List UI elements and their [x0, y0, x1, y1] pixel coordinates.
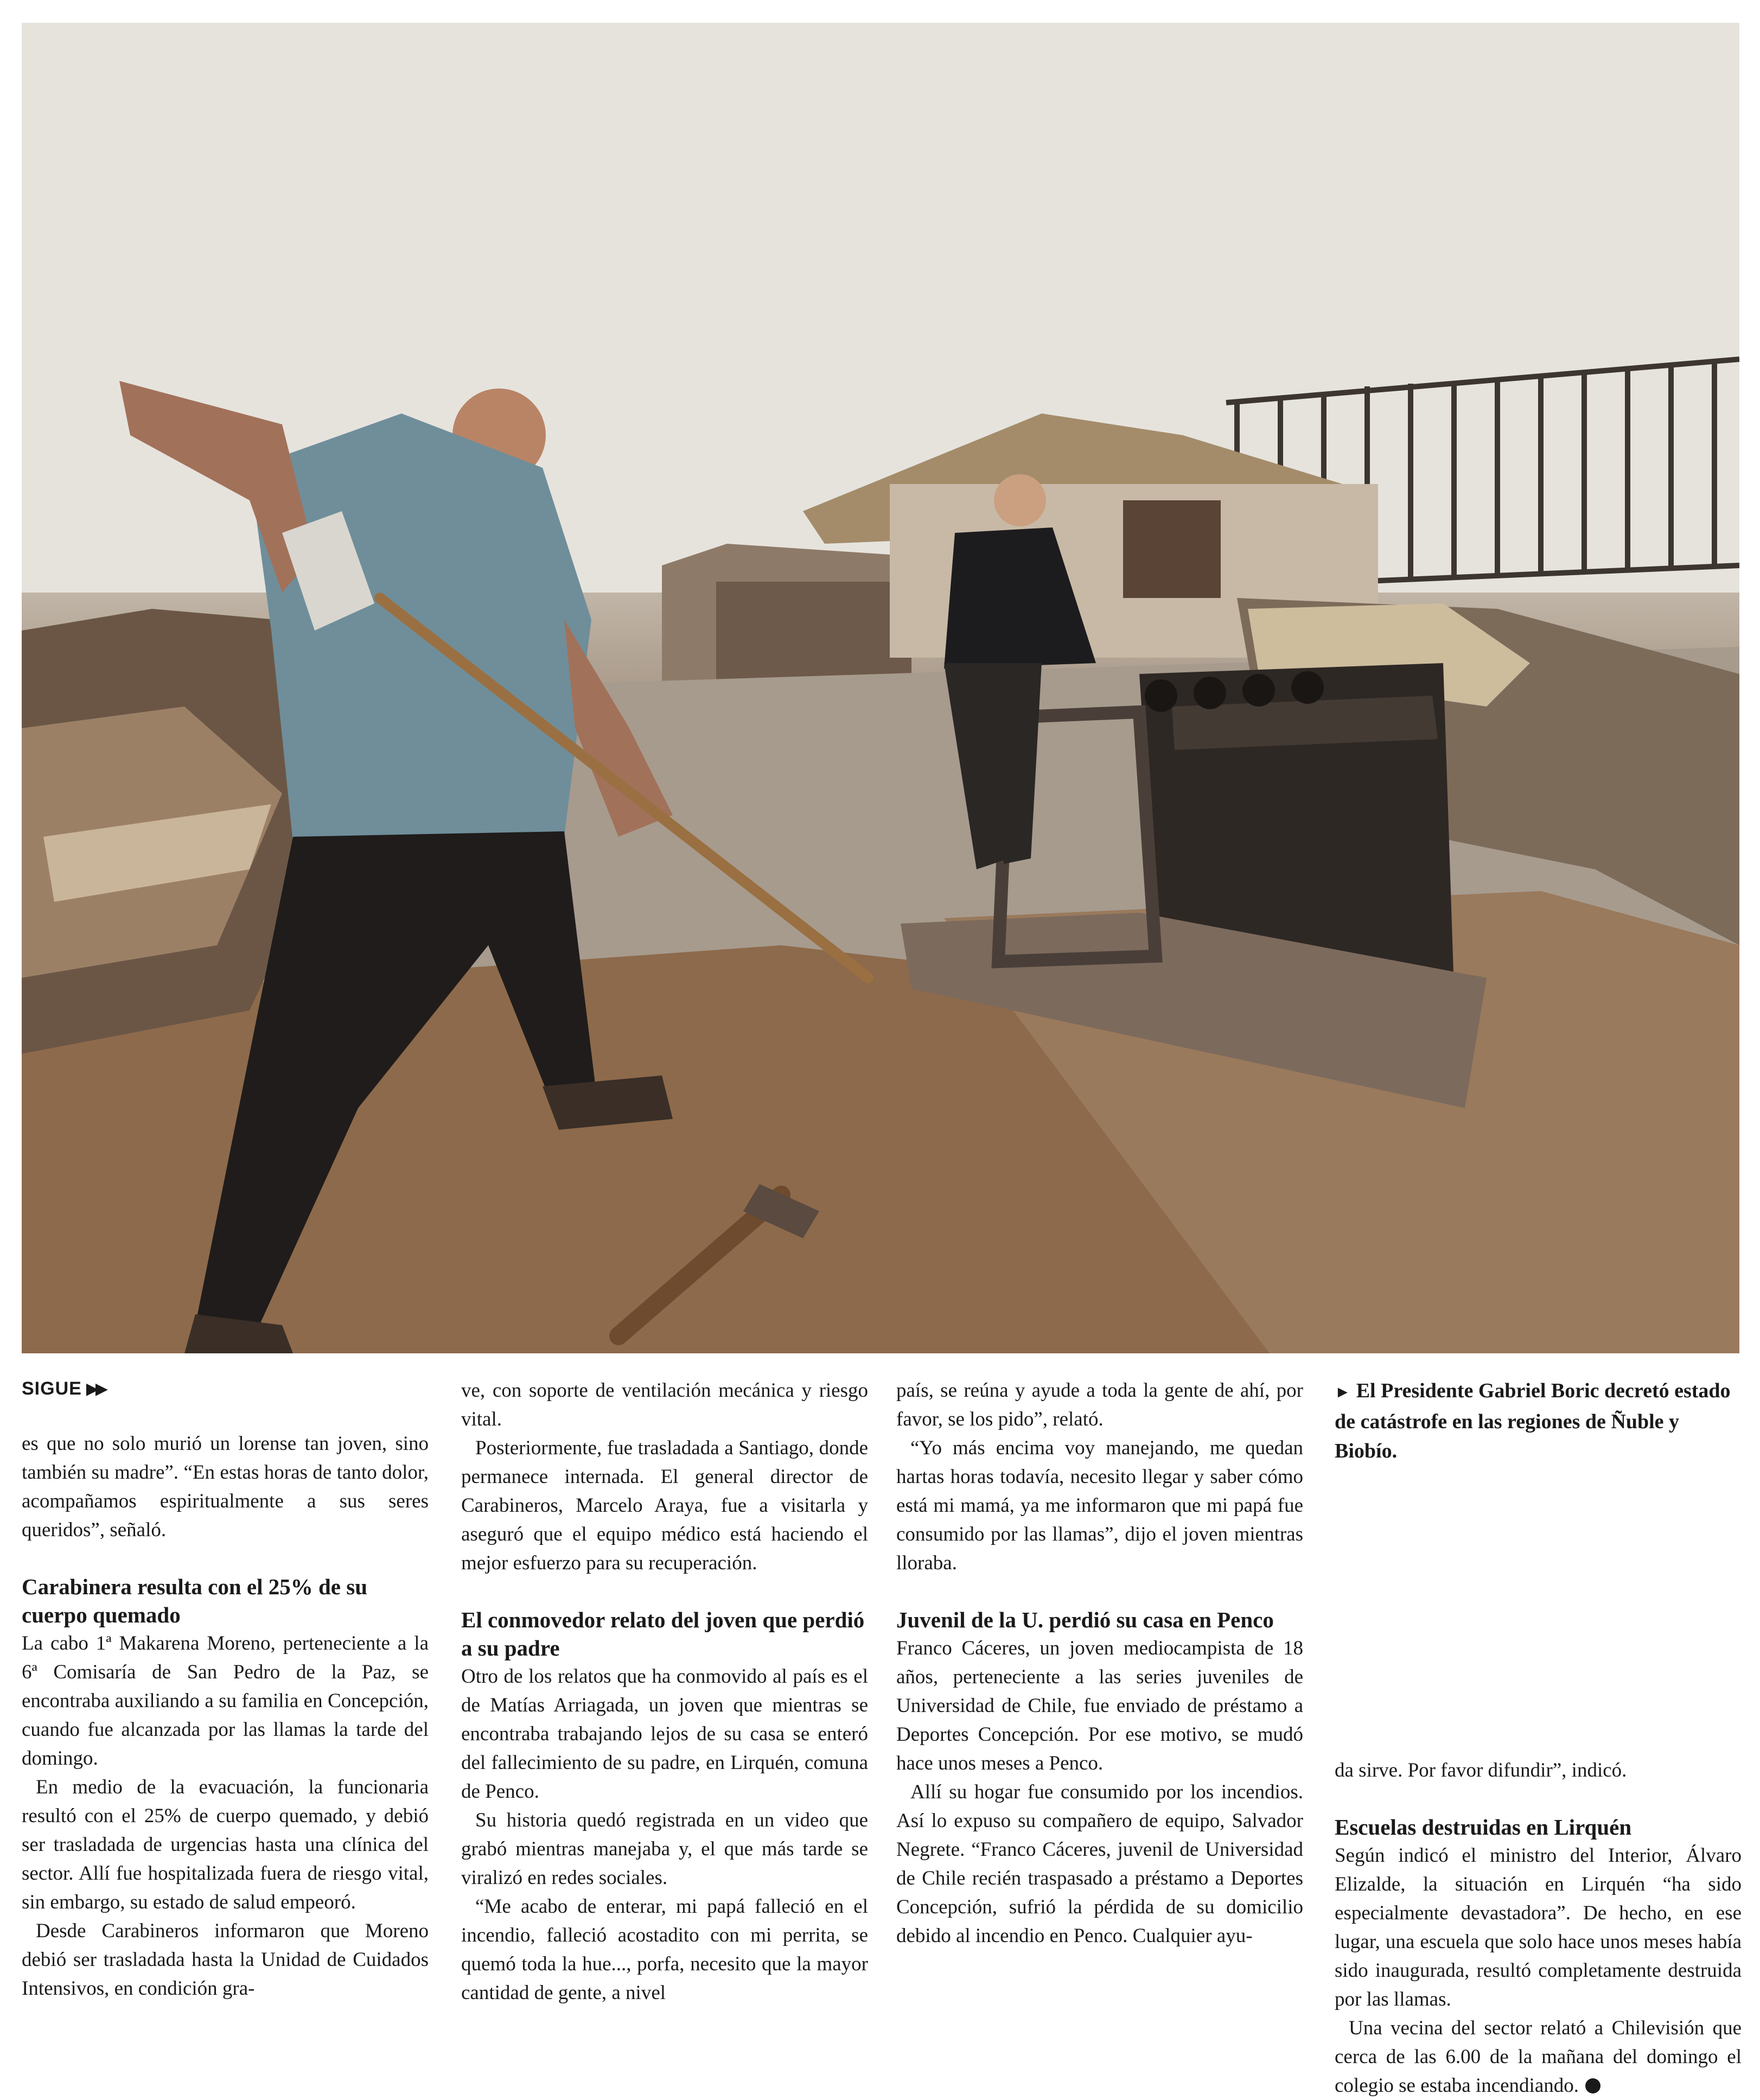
- paragraph: Desde Carabineros informaron que Moreno debió ser trasladada hasta la Unidad de Cuidados Intensivos, en condición gra-: [22, 1920, 429, 2000]
- column-4-body: [1335, 1756, 1742, 2100]
- caption-text: El Presidente Gabriel Boric decretó estado de catástrofe en las regiones de Ñuble y Biobío.: [1335, 1379, 1731, 1462]
- paragraph: “Yo más encima voy manejando, me quedan hartas horas todavía, necesito llegar y saber cómo está mi mamá, ya me informaron que mi papá fue consumido por las llamas”, dijo el joven mientras lloraba.: [896, 1437, 1303, 1574]
- paragraph: país, se reúna y ayude a toda la gente de ahí, por favor, se los pido”, relató.: [896, 1379, 1303, 1430]
- subheading-escuelas: Escuelas destruidas en Lirquén: [1335, 1815, 1632, 1840]
- subheading-carabinera: Carabinera resulta con el 25% de su cuerpo quemado: [22, 1574, 368, 1627]
- paragraph: Posteriormente, fue trasladada a Santiago, donde permanece internada. El general director de Carabineros, Marcelo Araya, fue a visitarla y aseguró que el equipo médico está haciendo el mejor esfuerzo para su recuperación.: [461, 1437, 868, 1574]
- end-of-article-icon: [1585, 2078, 1600, 2093]
- paragraph: Allí su hogar fue consumido por los incendios. Así lo expuso su compañero de equipo, Salvador Negrete. “Franco Cáceres, juvenil de Universidad de Chile recién traspasado a préstamo a Deportes Concepción, sufrió la pérdida de su domicilio debido al incendio en Penco. Cualquier ayu-: [896, 1781, 1303, 1947]
- paragraph: ve, con soporte de ventilación mecánica y riesgo vital.: [461, 1379, 868, 1430]
- subheading-juvenil: Juvenil de la U. perdió su casa en Penco: [896, 1607, 1274, 1632]
- column-1: [22, 1376, 429, 2003]
- paragraph: En medio de la evacuación, la funcionaria resultó con el 25% de cuerpo quemado, y debió ser trasladada de urgencias hasta una clínica del sector. Allí fue hospitalizada fuera de riesgo vital, sin embargo, su estado de salud empeoró.: [22, 1776, 429, 1913]
- double-arrow-icon: ▶▶: [86, 1379, 105, 1398]
- column-2: [461, 1376, 868, 2007]
- paragraph: Otro de los relatos que ha conmovido al país es el de Matías Arriagada, un joven que mientras se encontraba trabajando lejos de su casa se enteró del fallecimiento de su padre, en Lirquén, comuna de Penco.: [461, 1665, 868, 1803]
- column-4: [1335, 1376, 1742, 2100]
- paragraph: La cabo 1ª Makarena Moreno, perteneciente a la 6ª Comisaría de San Pedro de la Paz, se encontraba auxiliando a su familia en Concepción, cuando fue alcanzada por las llamas la tarde del domingo.: [22, 1632, 429, 1770]
- paragraph: “Me acabo de enterar, mi papá falleció en el incendio, falleció acostadito con mi perrita, se quemó toda la hue..., porfa, necesito que la mayor cantidad de gente, a nivel: [461, 1895, 868, 2004]
- caption-arrow-icon: ►: [1335, 1383, 1351, 1401]
- paragraph-last: [1335, 2014, 1742, 2100]
- paragraph-text: Una vecina del sector relató a Chilevisión que cerca de las 6.00 de la mañana del domingo el colegio se estaba incendiando.: [1335, 2017, 1742, 2097]
- paragraph: es que no solo murió un lorense tan joven, sino también su madre”. “En estas horas de tanto dolor, acompañamos espiritualmente a sus seres queridos”, señaló.: [22, 1433, 429, 1541]
- paragraph: Según indicó el ministro del Interior, Álvaro Elizalde, la situación en Lirquén “ha sido especialmente devastadora”. De hecho, en ese lugar, una escuela que solo hace unos meses había sido inaugurada, resultó completamente destruida por las llamas.: [1335, 1844, 1742, 2010]
- photo-caption: [1335, 1376, 1742, 1466]
- paragraph: da sirve. Por favor difundir”, indicó.: [1335, 1759, 1627, 1781]
- news-photo: [22, 23, 1739, 1353]
- sigue-label: SIGUE: [22, 1378, 82, 1399]
- subheading-relato: El conmovedor relato del joven que perdió a su padre: [461, 1607, 865, 1660]
- column-3: [896, 1376, 1303, 1950]
- sigue-marker: [22, 1376, 429, 1401]
- paragraph: Su historia quedó registrada en un video que grabó mientras manejaba y, el que más tarde se viralizó en redes sociales.: [461, 1809, 868, 1889]
- paragraph: Franco Cáceres, un joven mediocampista de 18 años, perteneciente a las series juveniles de Universidad de Chile, fue enviado de préstamo a Deportes Concepción. Por ese motivo, se mudó hace unos meses a Penco.: [896, 1637, 1303, 1774]
- wildfire-aftermath-photo-icon: [22, 23, 1739, 1353]
